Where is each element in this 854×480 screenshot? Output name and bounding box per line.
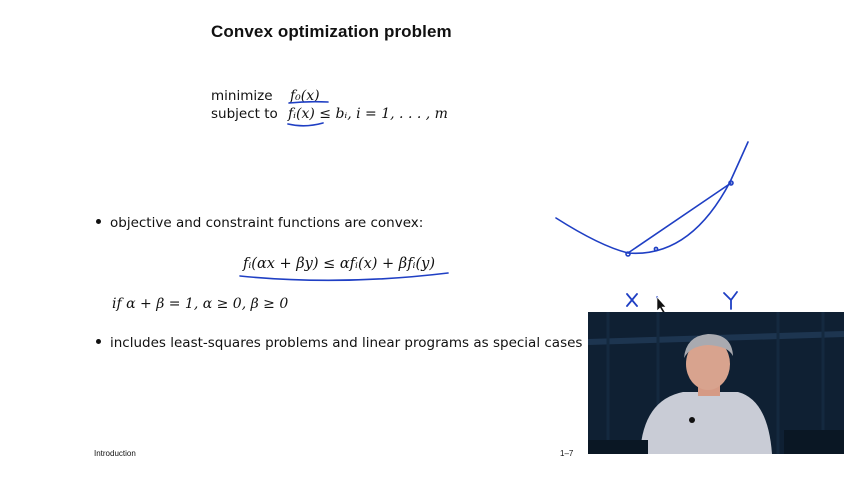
label-y-sketch xyxy=(724,292,737,309)
chord-sketch xyxy=(628,183,731,253)
underline-objective xyxy=(289,102,328,103)
underline-inequality xyxy=(240,273,448,280)
slide-title: Convex optimization problem xyxy=(211,22,452,41)
bullet-text: objective and constraint functions are convex: xyxy=(110,215,424,231)
mouse-cursor-icon xyxy=(657,297,666,313)
lecturer-video xyxy=(588,312,844,454)
underline-constraint xyxy=(288,123,323,126)
bullet-text: includes least-squares problems and linear programs as special cases xyxy=(110,335,583,351)
constraint-expression: fᵢ(x) ≤ bᵢ, i = 1, . . . , m xyxy=(288,106,448,122)
footer-page-number: 1–7 xyxy=(560,449,574,458)
subject-to-label: subject to xyxy=(211,106,278,122)
label-x-sketch xyxy=(627,294,637,306)
convexity-inequality: fᵢ(αx + βy) ≤ αfᵢ(x) + βfᵢ(y) xyxy=(243,256,435,272)
lecturer-icon xyxy=(588,312,844,454)
minimize-label: minimize xyxy=(211,88,273,104)
point-mid xyxy=(654,247,657,250)
convexity-condition: if α + β = 1, α ≥ 0, β ≥ 0 xyxy=(112,296,289,312)
point-x xyxy=(626,252,630,256)
footer-section: Introduction xyxy=(94,449,136,458)
objective-expression: f₀(x) xyxy=(290,88,320,104)
